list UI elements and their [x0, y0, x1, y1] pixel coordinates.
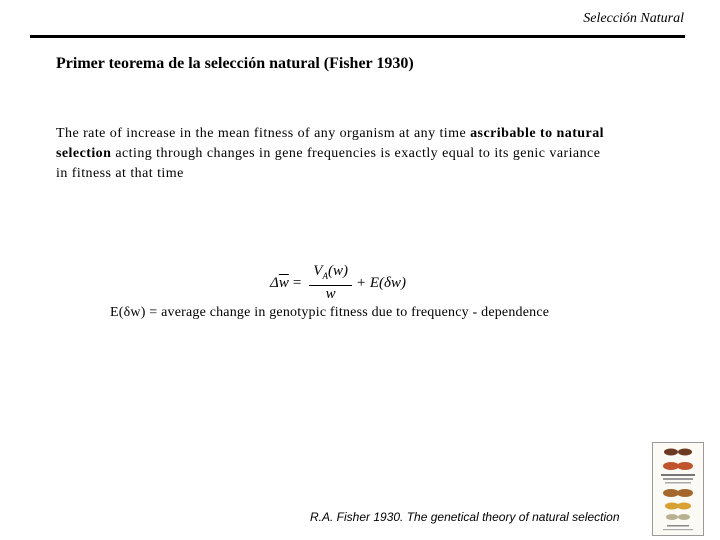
- equation-denominator: w: [325, 286, 336, 302]
- header-title: Selección Natural: [583, 11, 684, 26]
- theorem-statement: [56, 124, 616, 184]
- citation: R.A. Fisher 1930. The genetical theory of natural selection: [310, 510, 620, 524]
- equation-lhs: $\Delta\overline{w}$: [270, 274, 289, 291]
- equation-plus-term: + E(δw): [355, 274, 406, 291]
- butterfly-book-cover-icon: [653, 443, 703, 535]
- theorem-text-part2: acting through changes in gene frequencies is exactly equal to its genic variance in fitness at that time: [56, 146, 601, 181]
- equation-numerator: $V_A(w)$: [309, 263, 352, 286]
- theorem-text-bold: ascribable to natural selection: [56, 126, 605, 161]
- theorem-text-part1: The rate of increase in the mean fitness of any organism at any time: [56, 126, 471, 141]
- definition-line: E(δw) = average change in genotypic fitness due to frequency - dependence: [110, 305, 550, 320]
- slide-title: Primer teorema de la selección natural (Fisher 1930): [56, 55, 414, 72]
- equation-equals: =: [292, 274, 302, 291]
- fisher-equation: [270, 264, 406, 302]
- book-cover-image: [652, 442, 704, 536]
- header-divider: [30, 35, 685, 38]
- equation-fraction: [309, 263, 352, 303]
